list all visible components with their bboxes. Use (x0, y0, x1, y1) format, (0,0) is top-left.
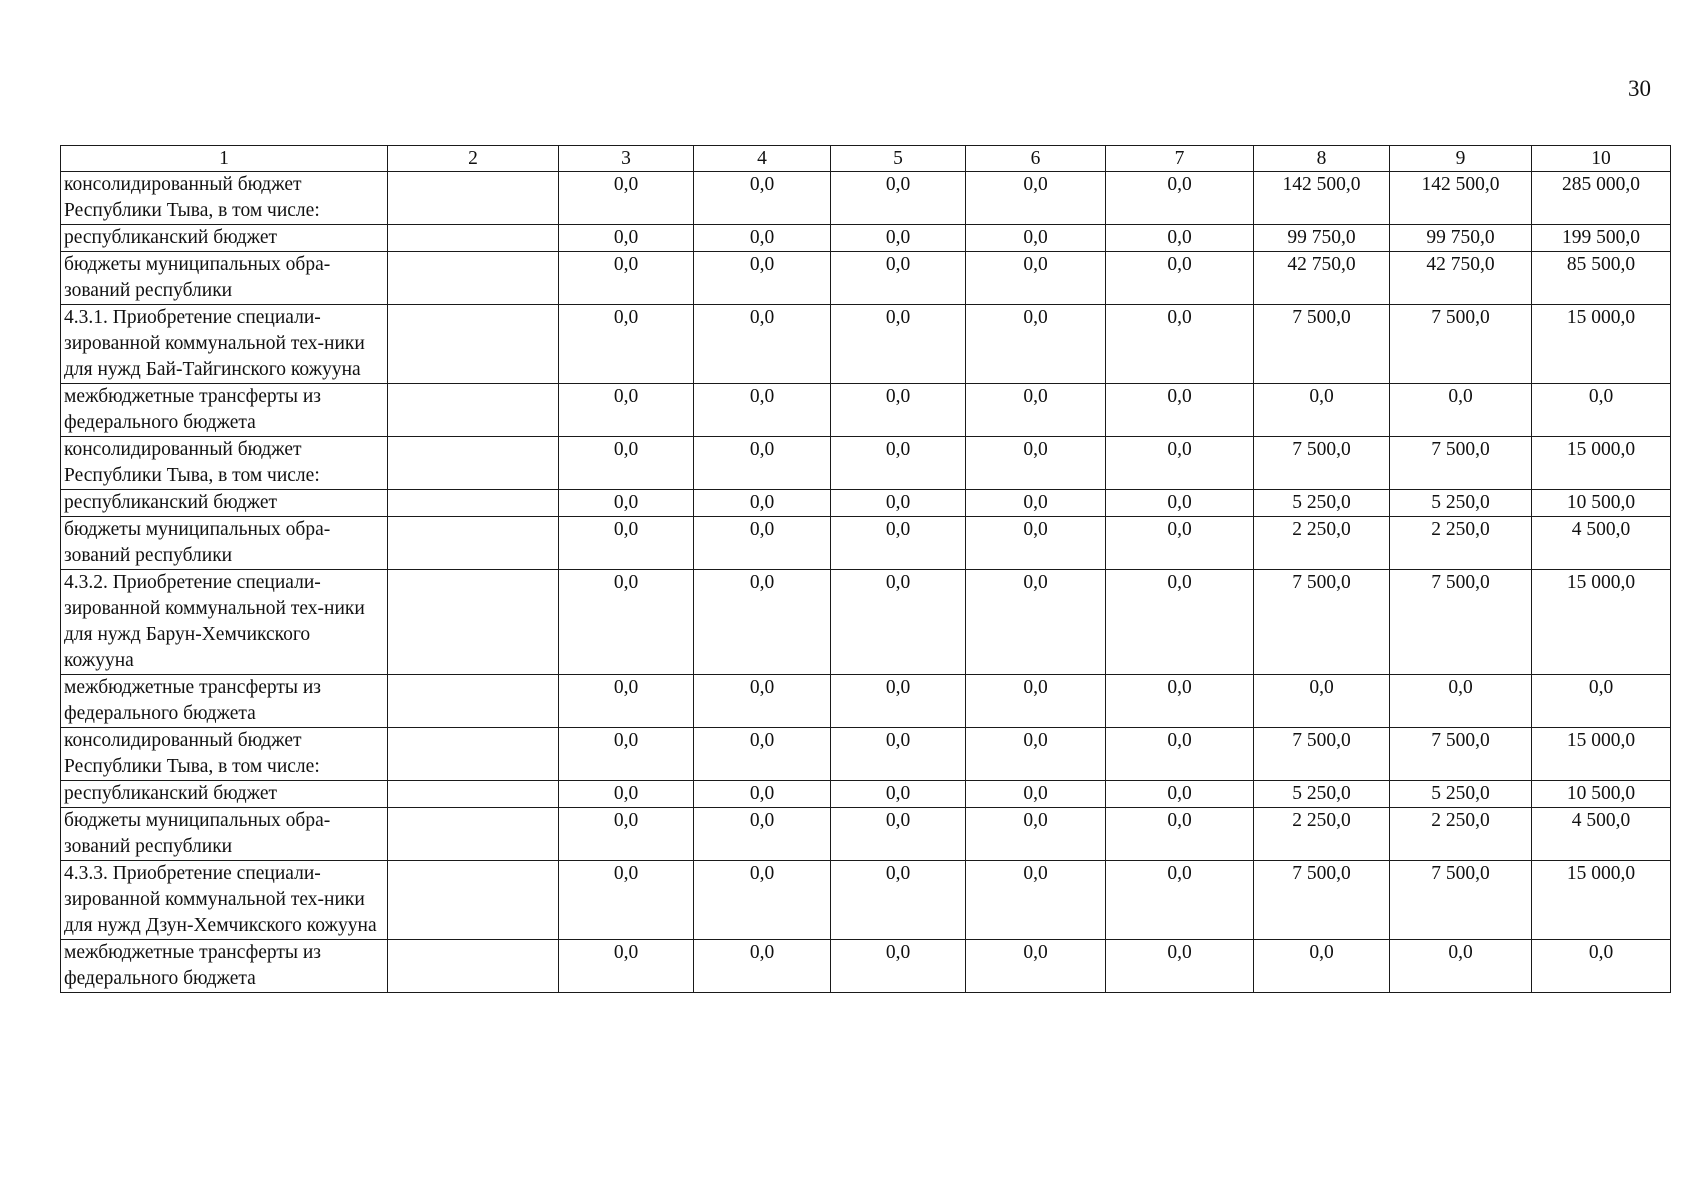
value-cell: 0,0 (966, 384, 1106, 437)
value-cell: 0,0 (559, 940, 694, 993)
value-cell: 4 500,0 (1532, 517, 1671, 570)
row-col2 (388, 861, 559, 940)
value-cell: 0,0 (1106, 437, 1254, 490)
value-cell: 0,0 (966, 570, 1106, 675)
value-cell: 0,0 (1254, 675, 1390, 728)
table-row (61, 172, 1671, 225)
value-cell: 0,0 (559, 781, 694, 808)
row-label: межбюджетные трансферты из федерального бюджета (61, 675, 388, 728)
value-cell: 0,0 (694, 675, 831, 728)
row-col2 (388, 172, 559, 225)
value-cell: 0,0 (831, 781, 966, 808)
value-cell: 0,0 (966, 437, 1106, 490)
value-cell: 0,0 (694, 305, 831, 384)
value-cell: 0,0 (1106, 940, 1254, 993)
row-label: 4.3.1. Приобретение специали-зированной коммунальной тех-ники для нужд Бай-Тайгинского кожууна (61, 305, 388, 384)
value-cell: 5 250,0 (1390, 490, 1532, 517)
value-cell: 0,0 (831, 728, 966, 781)
value-cell: 0,0 (966, 728, 1106, 781)
row-label: межбюджетные трансферты из федерального бюджета (61, 940, 388, 993)
value-cell: 7 500,0 (1254, 861, 1390, 940)
value-cell: 0,0 (966, 808, 1106, 861)
value-cell: 0,0 (1106, 517, 1254, 570)
value-cell: 0,0 (1106, 728, 1254, 781)
value-cell: 7 500,0 (1254, 570, 1390, 675)
row-col2 (388, 437, 559, 490)
value-cell: 0,0 (559, 728, 694, 781)
row-col2 (388, 305, 559, 384)
value-cell: 0,0 (966, 861, 1106, 940)
value-cell: 0,0 (966, 172, 1106, 225)
row-col2 (388, 252, 559, 305)
table-row (61, 570, 1671, 675)
row-label: консолидированный бюджет Республики Тыва, в том числе: (61, 172, 388, 225)
row-label: бюджеты муниципальных обра-зований республики (61, 808, 388, 861)
value-cell: 2 250,0 (1254, 517, 1390, 570)
value-cell: 7 500,0 (1254, 437, 1390, 490)
value-cell: 2 250,0 (1390, 808, 1532, 861)
value-cell: 0,0 (559, 172, 694, 225)
value-cell: 15 000,0 (1532, 305, 1671, 384)
row-col2 (388, 781, 559, 808)
value-cell: 5 250,0 (1390, 781, 1532, 808)
table-row (61, 490, 1671, 517)
value-cell: 0,0 (694, 437, 831, 490)
value-cell: 99 750,0 (1390, 225, 1532, 252)
value-cell: 0,0 (1106, 808, 1254, 861)
value-cell: 0,0 (1532, 940, 1671, 993)
table-row (61, 437, 1671, 490)
value-cell: 0,0 (831, 675, 966, 728)
value-cell: 0,0 (694, 781, 831, 808)
value-cell: 7 500,0 (1390, 861, 1532, 940)
row-label: республиканский бюджет (61, 490, 388, 517)
value-cell: 0,0 (831, 940, 966, 993)
value-cell: 0,0 (694, 940, 831, 993)
value-cell: 0,0 (1106, 225, 1254, 252)
row-col2 (388, 384, 559, 437)
table-row (61, 861, 1671, 940)
value-cell: 0,0 (1254, 384, 1390, 437)
value-cell: 0,0 (1254, 940, 1390, 993)
value-cell: 0,0 (1106, 172, 1254, 225)
value-cell: 42 750,0 (1390, 252, 1532, 305)
value-cell: 0,0 (966, 490, 1106, 517)
value-cell: 0,0 (694, 728, 831, 781)
value-cell: 0,0 (1106, 384, 1254, 437)
value-cell: 0,0 (1532, 675, 1671, 728)
value-cell: 0,0 (831, 225, 966, 252)
value-cell: 7 500,0 (1254, 728, 1390, 781)
header-cell: 6 (966, 146, 1106, 172)
row-label: бюджеты муниципальных обра-зований республики (61, 252, 388, 305)
table-row (61, 384, 1671, 437)
value-cell: 0,0 (831, 861, 966, 940)
value-cell: 2 250,0 (1254, 808, 1390, 861)
value-cell: 0,0 (694, 570, 831, 675)
value-cell: 0,0 (1106, 570, 1254, 675)
value-cell: 5 250,0 (1254, 781, 1390, 808)
header-cell: 8 (1254, 146, 1390, 172)
value-cell: 0,0 (831, 570, 966, 675)
value-cell: 15 000,0 (1532, 437, 1671, 490)
value-cell: 4 500,0 (1532, 808, 1671, 861)
value-cell: 0,0 (559, 252, 694, 305)
value-cell: 0,0 (966, 517, 1106, 570)
value-cell: 0,0 (694, 384, 831, 437)
value-cell: 0,0 (694, 252, 831, 305)
value-cell: 7 500,0 (1390, 570, 1532, 675)
value-cell: 10 500,0 (1532, 781, 1671, 808)
value-cell: 0,0 (831, 172, 966, 225)
budget-table (60, 145, 1671, 993)
row-label: консолидированный бюджет Республики Тыва, в том числе: (61, 728, 388, 781)
value-cell: 0,0 (831, 490, 966, 517)
value-cell: 199 500,0 (1532, 225, 1671, 252)
value-cell: 7 500,0 (1390, 305, 1532, 384)
value-cell: 285 000,0 (1532, 172, 1671, 225)
row-col2 (388, 808, 559, 861)
header-cell: 2 (388, 146, 559, 172)
value-cell: 7 500,0 (1390, 437, 1532, 490)
table-row (61, 728, 1671, 781)
value-cell: 0,0 (559, 517, 694, 570)
row-label: 4.3.2. Приобретение специали-зированной коммунальной тех-ники для нужд Барун-Хемчикского кожууна (61, 570, 388, 675)
row-label: республиканский бюджет (61, 781, 388, 808)
value-cell: 0,0 (831, 252, 966, 305)
header-cell: 10 (1532, 146, 1671, 172)
value-cell: 15 000,0 (1532, 861, 1671, 940)
value-cell: 0,0 (559, 675, 694, 728)
value-cell: 0,0 (831, 517, 966, 570)
table-row (61, 517, 1671, 570)
value-cell: 142 500,0 (1254, 172, 1390, 225)
row-label: межбюджетные трансферты из федерального бюджета (61, 384, 388, 437)
value-cell: 0,0 (1390, 940, 1532, 993)
value-cell: 0,0 (694, 517, 831, 570)
row-col2 (388, 490, 559, 517)
value-cell: 0,0 (694, 225, 831, 252)
row-label: консолидированный бюджет Республики Тыва, в том числе: (61, 437, 388, 490)
value-cell: 0,0 (966, 305, 1106, 384)
value-cell: 0,0 (1106, 305, 1254, 384)
value-cell: 10 500,0 (1532, 490, 1671, 517)
row-col2 (388, 728, 559, 781)
table-body (61, 146, 1671, 993)
value-cell: 15 000,0 (1532, 728, 1671, 781)
value-cell: 0,0 (1106, 252, 1254, 305)
header-row (61, 146, 1671, 172)
value-cell: 0,0 (1390, 384, 1532, 437)
value-cell: 0,0 (694, 861, 831, 940)
value-cell: 0,0 (559, 570, 694, 675)
header-cell: 1 (61, 146, 388, 172)
value-cell: 0,0 (694, 808, 831, 861)
row-label: республиканский бюджет (61, 225, 388, 252)
table-row (61, 940, 1671, 993)
value-cell: 85 500,0 (1532, 252, 1671, 305)
value-cell: 0,0 (694, 490, 831, 517)
table-row (61, 305, 1671, 384)
value-cell: 2 250,0 (1390, 517, 1532, 570)
value-cell: 0,0 (1106, 781, 1254, 808)
value-cell: 0,0 (966, 675, 1106, 728)
value-cell: 0,0 (1532, 384, 1671, 437)
table-row (61, 225, 1671, 252)
table-row (61, 808, 1671, 861)
row-col2 (388, 225, 559, 252)
value-cell: 0,0 (559, 861, 694, 940)
value-cell: 0,0 (1390, 675, 1532, 728)
row-col2 (388, 940, 559, 993)
value-cell: 0,0 (1106, 861, 1254, 940)
value-cell: 7 500,0 (1390, 728, 1532, 781)
value-cell: 15 000,0 (1532, 570, 1671, 675)
row-col2 (388, 675, 559, 728)
value-cell: 0,0 (559, 225, 694, 252)
table-row (61, 781, 1671, 808)
row-col2 (388, 570, 559, 675)
value-cell: 7 500,0 (1254, 305, 1390, 384)
value-cell: 0,0 (831, 808, 966, 861)
row-label: 4.3.3. Приобретение специали-зированной коммунальной тех-ники для нужд Дзун-Хемчикского кожууна (61, 861, 388, 940)
value-cell: 142 500,0 (1390, 172, 1532, 225)
value-cell: 0,0 (559, 437, 694, 490)
value-cell: 0,0 (966, 225, 1106, 252)
value-cell: 0,0 (559, 490, 694, 517)
value-cell: 0,0 (1106, 490, 1254, 517)
header-cell: 3 (559, 146, 694, 172)
header-cell: 4 (694, 146, 831, 172)
value-cell: 0,0 (831, 384, 966, 437)
table-row (61, 252, 1671, 305)
value-cell: 0,0 (559, 305, 694, 384)
value-cell: 0,0 (966, 781, 1106, 808)
value-cell: 0,0 (966, 252, 1106, 305)
value-cell: 0,0 (559, 808, 694, 861)
page-number: 30 (1628, 76, 1651, 101)
row-label: бюджеты муниципальных обра-зований республики (61, 517, 388, 570)
header-cell: 5 (831, 146, 966, 172)
value-cell: 42 750,0 (1254, 252, 1390, 305)
value-cell: 0,0 (694, 172, 831, 225)
value-cell: 99 750,0 (1254, 225, 1390, 252)
value-cell: 0,0 (831, 437, 966, 490)
table-row (61, 675, 1671, 728)
header-cell: 9 (1390, 146, 1532, 172)
value-cell: 5 250,0 (1254, 490, 1390, 517)
header-cell: 7 (1106, 146, 1254, 172)
value-cell: 0,0 (1106, 675, 1254, 728)
value-cell: 0,0 (831, 305, 966, 384)
value-cell: 0,0 (966, 940, 1106, 993)
value-cell: 0,0 (559, 384, 694, 437)
row-col2 (388, 517, 559, 570)
